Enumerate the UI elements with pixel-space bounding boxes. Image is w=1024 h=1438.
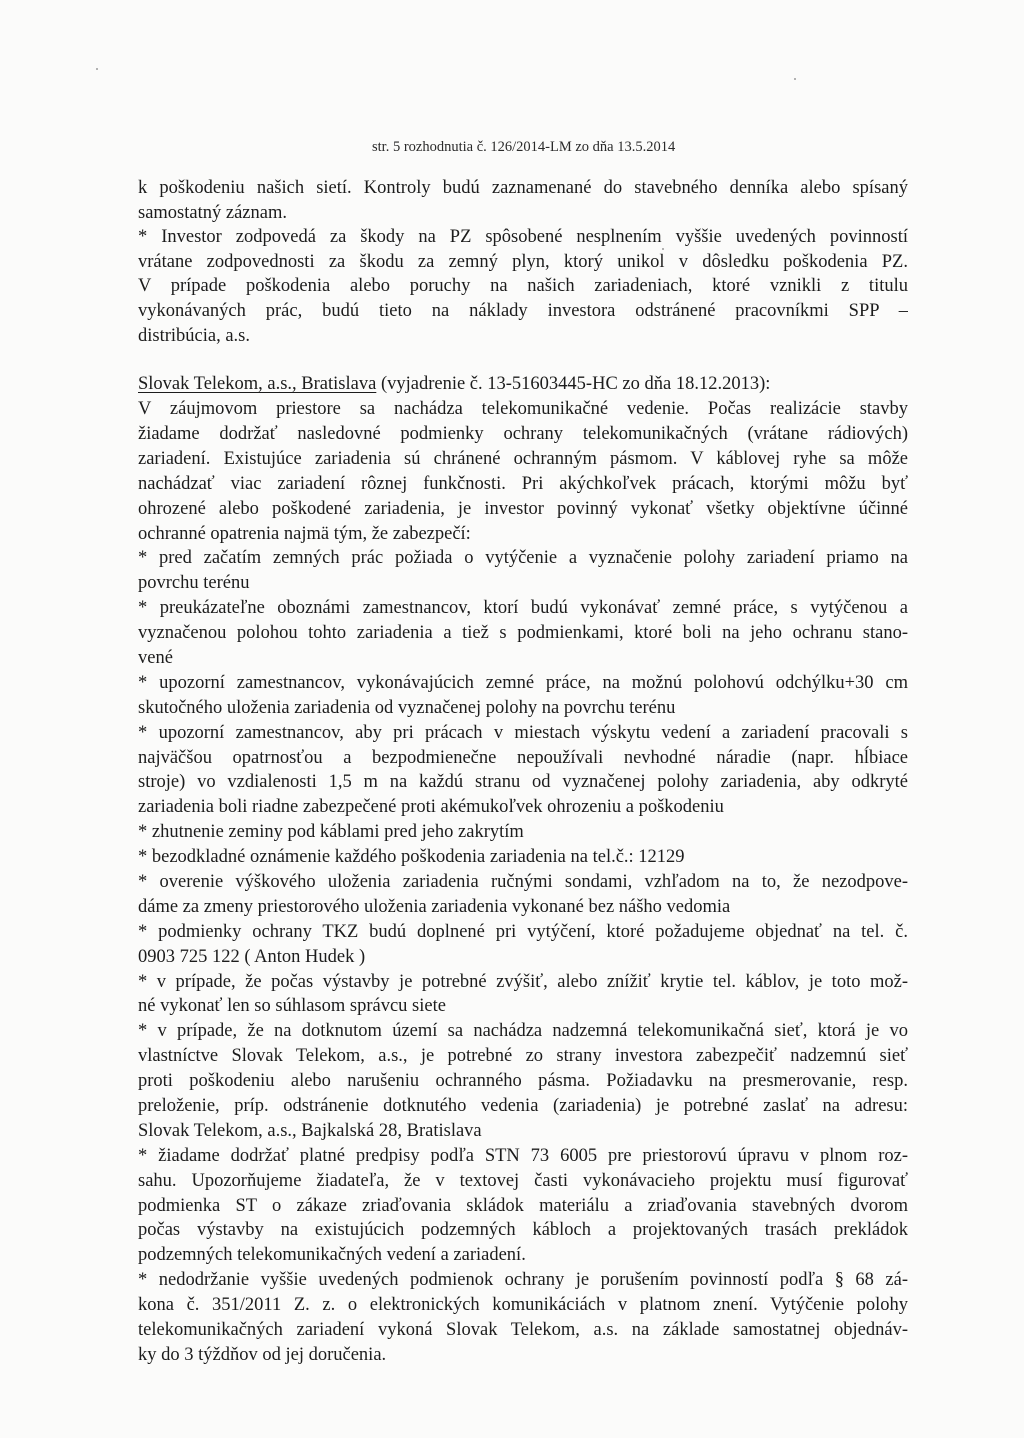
- list-item-cont: telekomunikačných zariadení vykoná Slovak Telekom, a.s. na základe samostatnej objednáv-: [138, 1320, 908, 1340]
- section-spp: [138, 176, 908, 348]
- list-item-cont: sahu. Upozorňujeme žiadateľa, že v textovej časti vykonávacieho projektu musí figurovať: [138, 1170, 908, 1191]
- list-item: * upozorní zamestnancov, vykonávajúcich zemné práce, na možnú polohovú odchýlku+30 cm: [138, 672, 908, 693]
- list-item-cont: skutočného uloženia zariadenia od vyznačenej polohy na povrchu terénu: [138, 697, 676, 718]
- list-item-cont: dáme za zmeny priestorového uloženia zariadenia vykonané bez nášho vedomia: [138, 896, 731, 917]
- statement-reference: (vyjadrenie č. 13-51603445-HC zo dňa 18.12.2013):: [376, 374, 771, 395]
- list-item: * bezodkladné oznámenie každého poškodenia zariadenia na tel.č.: 12129: [138, 847, 685, 868]
- company-name: Slovak Telekom, a.s., Bratislava: [138, 374, 377, 395]
- list-item-cont: počas výstavby na existujúcich podzemných kábloch a projektovaných trasách prekládok: [138, 1220, 908, 1241]
- list-item-cont: ky do 3 týždňov od jej doručenia.: [138, 1344, 387, 1365]
- text-line: ochranné opatrenia najmä tým, že zabezpečí:: [138, 523, 471, 544]
- list-item-cont: 0903 725 122 ( Anton Hudek ): [138, 946, 366, 967]
- list-item-cont: vlastníctve Slovak Telekom, a.s., je potrebné zo strany investora zabezpečiť nadzemnú sieť: [138, 1046, 908, 1067]
- section-heading: [138, 372, 908, 397]
- list-item: * v prípade, že na dotknutom území sa nachádza nadzemná telekomunikačná sieť, ktorá je vo: [138, 1021, 908, 1042]
- scan-speck: [794, 78, 796, 80]
- list-item-cont: podzemných telekomunikačných vedení a zariadení.: [138, 1245, 526, 1266]
- list-item-cont: stroje) vo vzdialenosti 1,5 m na každú stranu od vyznačenej polohy zariadenia, aby odkryté: [138, 772, 908, 793]
- list-item-cont: podmienka ST o zákaze zriaďovania skládok materiálu a zriaďovania stavebných dvorom: [138, 1195, 908, 1216]
- scan-speck: [96, 68, 98, 70]
- list-item-cont: kona č. 351/2011 Z. z. o elektronických komunikáciách v platnom znení. Vytýčenie polohy: [138, 1295, 908, 1316]
- list-item: * preukázateľne oboznámi zamestnancov, ktorí budú vykonávať zemné práce, s vytýčenou a: [138, 598, 908, 619]
- list-item: * overenie výškového uloženia zariadenia ručnými sondami, vzhľadom na to, že nezodpove-: [138, 871, 908, 892]
- list-item: * zhutnenie zeminy pod káblami pred jeho zakrytím: [138, 822, 524, 843]
- text-line: vrátane zodpovednosti za škodu za zemný plyn, ktorý unikol v dôsledku poškodenia PZ.: [138, 251, 908, 272]
- list-item-cont: povrchu terénu: [138, 573, 250, 594]
- text-line: žiadame dodržať nasledovné podmienky ochrany telekomunikačných (vrátane rádiových): [138, 423, 908, 444]
- list-item-cont: preloženie, príp. odstránenie dotknutého vedenia (zariadenia) je potrebné zaslať na adresu:: [138, 1095, 908, 1116]
- list-item-cont: né vykonať len so súhlasom správcu siete: [138, 996, 446, 1017]
- list-item: * v prípade, že počas výstavby je potrebné zvýšiť, alebo znížiť krytie tel. káblov, je toto mož-: [138, 971, 908, 992]
- list-item: * žiadame dodržať platné predpisy podľa STN 73 6005 pre priestorovú úpravu v plnom roz-: [138, 1145, 908, 1166]
- list-item: * pred začatím zemných prác požiada o vytýčenie a vyznačenie polohy zariadení priamo na: [138, 548, 908, 569]
- text-line: nachádzať viac zariadení rôznej funkčnosti. Pri akýchkoľvek prácach, ktorými môžu byť: [138, 473, 908, 494]
- list-item: * podmienky ochrany TKZ budú doplnené pri vytýčení, ktoré požadujeme objednať na tel. č.: [138, 921, 908, 942]
- text-line: k poškodeniu našich sietí. Kontroly budú zaznamenané do stavebného denníka alebo spísaný: [138, 178, 908, 198]
- page-header: str. 5 rozhodnutia č. 126/2014-LM zo dňa 13.5.2014: [372, 139, 676, 155]
- text-line: zariadení. Existujúce zariadenia sú chránené ochranným pásmom. V káblovej ryhe sa môže: [138, 448, 908, 469]
- list-item-cont: proti poškodeniu alebo narušeniu ochranného pásma. Požiadavku na presmerovanie, resp.: [138, 1071, 908, 1092]
- document-body: [138, 176, 908, 1368]
- text-line: vykonávaných prác, budú tieto na náklady investora odstránené pracovníkmi SPP –: [138, 300, 908, 321]
- list-item-cont: vyznačenou polohou tohto zariadenia a tiež s podmienkami, ktoré boli na jeho ochranu stano-: [138, 623, 908, 644]
- list-item: * upozorní zamestnancov, aby pri prácach v miestach výskytu vedení a zariadení pracovali s: [138, 722, 908, 743]
- list-item-cont: najväčšou opatrnosťou a bezpodmienečne nepoužívali nevhodné náradie (napr. hĺbiace: [138, 747, 908, 768]
- address-line: Slovak Telekom, a.s., Bajkalská 28, Bratislava: [138, 1120, 482, 1141]
- section-slovak-telekom: [138, 372, 908, 1368]
- text-line: V prípade poškodenia alebo poruchy na našich zariadeniach, ktoré vznikli z titulu: [138, 276, 908, 297]
- text-line: ohrozené alebo poškodené zariadenia, je investor povinný vykonať všetky objektívne účinné: [138, 498, 908, 519]
- text-line: * Investor zodpovedá za škody na PZ spôsobené nesplnením vyššie uvedených povinností: [138, 227, 908, 248]
- text-line: distribúcia, a.s.: [138, 325, 251, 346]
- text-line: samostatný záznam.: [138, 202, 287, 223]
- list-item: * nedodržanie vyššie uvedených podmienok ochrany je porušením povinností podľa § 68 zá-: [138, 1270, 908, 1291]
- list-item-cont: vené: [138, 647, 173, 668]
- text-line: V záujmovom priestore sa nachádza telekomunikačné vedenie. Počas realizácie stavby: [138, 399, 908, 420]
- list-item-cont: zariadenia boli riadne zabezpečené proti akémukoľvek ohrozeniu a poškodeniu: [138, 797, 724, 818]
